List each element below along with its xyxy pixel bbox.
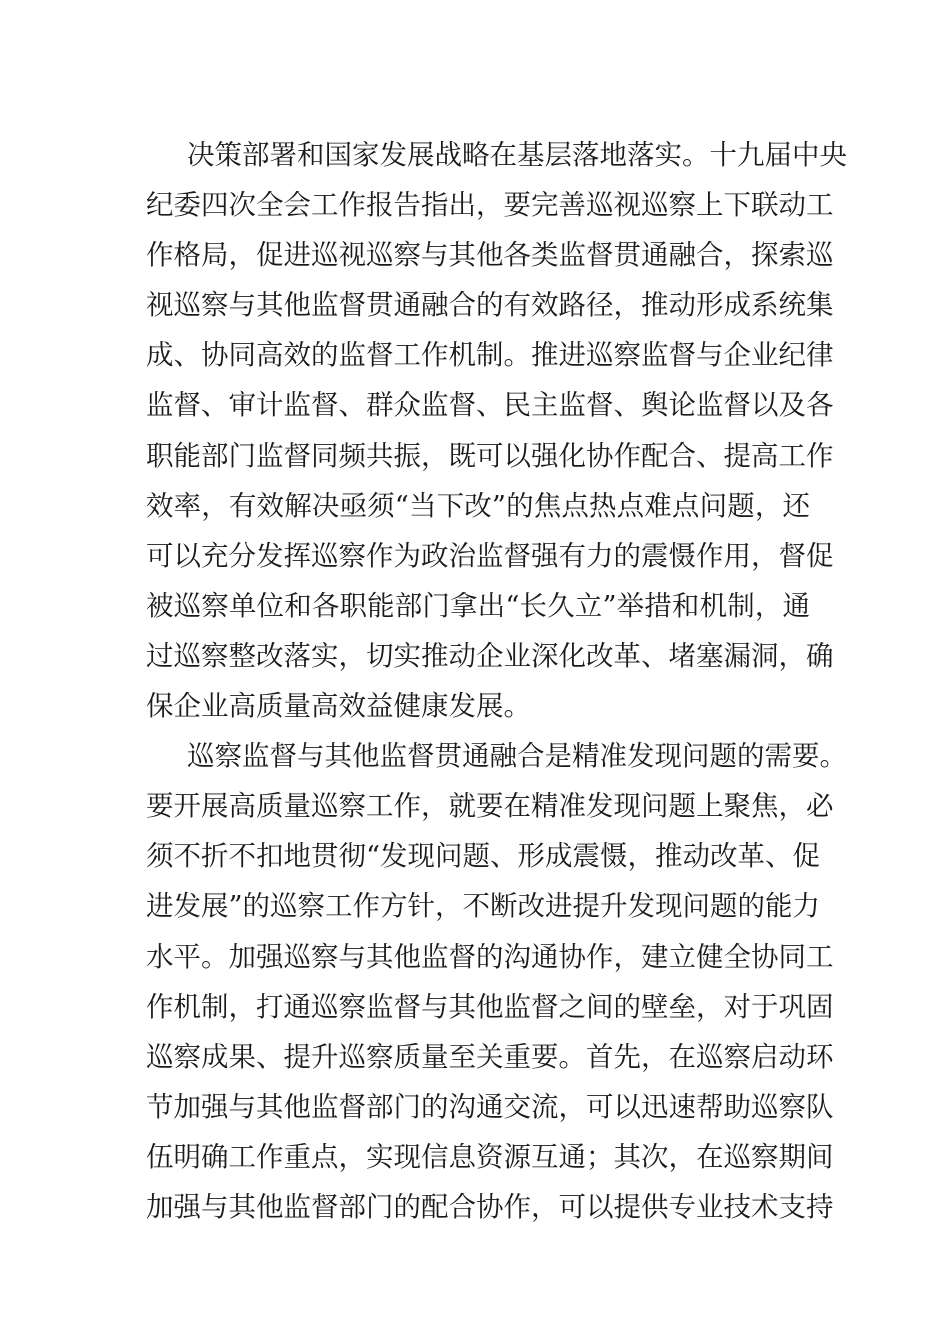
text-line: 巡察监督与其他监督贯通融合是精准发现问题的需要。 [187, 740, 847, 773]
text-line: 节加强与其他监督部门的沟通交流，可以迅速帮助巡察队 [146, 1090, 834, 1123]
text-line: 决策部署和国家发展战略在基层落地落实。十九届中央 [187, 139, 847, 171]
paragraph-1 [146, 130, 847, 731]
text-line: 成、协同高效的监督工作机制。推进巡察监督与企业纪律 [146, 339, 834, 372]
text-line: 效率，有效解决亟须“当下改”的焦点热点难点问题，还 [146, 489, 810, 522]
text-line: 须不折不扣地贯彻“发现问题、形成震慑，推动改革、促 [146, 840, 821, 873]
text-line: 视巡察与其他监督贯通融合的有效路径，推动形成系统集 [146, 289, 834, 322]
text-line: 保企业高质量高效益健康发展。 [146, 690, 531, 723]
text-line: 进发展”的巡察工作方针，不断改进提升发现问题的能力 [146, 890, 821, 923]
text-line: 过巡察整改落实，切实推动企业深化改革、堵塞漏洞，确 [146, 639, 834, 672]
paragraph-2 [146, 731, 847, 1232]
text-line: 巡察成果、提升巡察质量至关重要。首先，在巡察启动环 [146, 1040, 834, 1073]
text-line: 被巡察单位和各职能部门拿出“长久立”举措和机制，通 [146, 589, 810, 622]
text-line: 作格局，促进巡视巡察与其他各类监督贯通融合，探索巡 [146, 239, 834, 272]
text-line: 可以充分发挥巡察作为政治监督强有力的震慑作用，督促 [146, 539, 834, 572]
body-text [146, 130, 847, 1232]
text-line: 伍明确工作重点，实现信息资源互通；其次，在巡察期间 [146, 1140, 834, 1173]
text-line: 监督、审计监督、群众监督、民主监督、舆论监督以及各 [146, 389, 834, 422]
text-line: 水平。加强巡察与其他监督的沟通协作，建立健全协同工 [146, 940, 834, 973]
text-line: 职能部门监督同频共振，既可以强化协作配合、提高工作 [146, 439, 834, 472]
text-line: 纪委四次全会工作报告指出，要完善巡视巡察上下联动工 [146, 189, 834, 222]
text-line: 加强与其他监督部门的配合协作，可以提供专业技术支持 [146, 1190, 834, 1223]
text-line: 作机制，打通巡察监督与其他监督之间的壁垒，对于巩固 [146, 990, 834, 1023]
text-line: 要开展高质量巡察工作，就要在精准发现问题上聚焦，必 [146, 790, 834, 823]
